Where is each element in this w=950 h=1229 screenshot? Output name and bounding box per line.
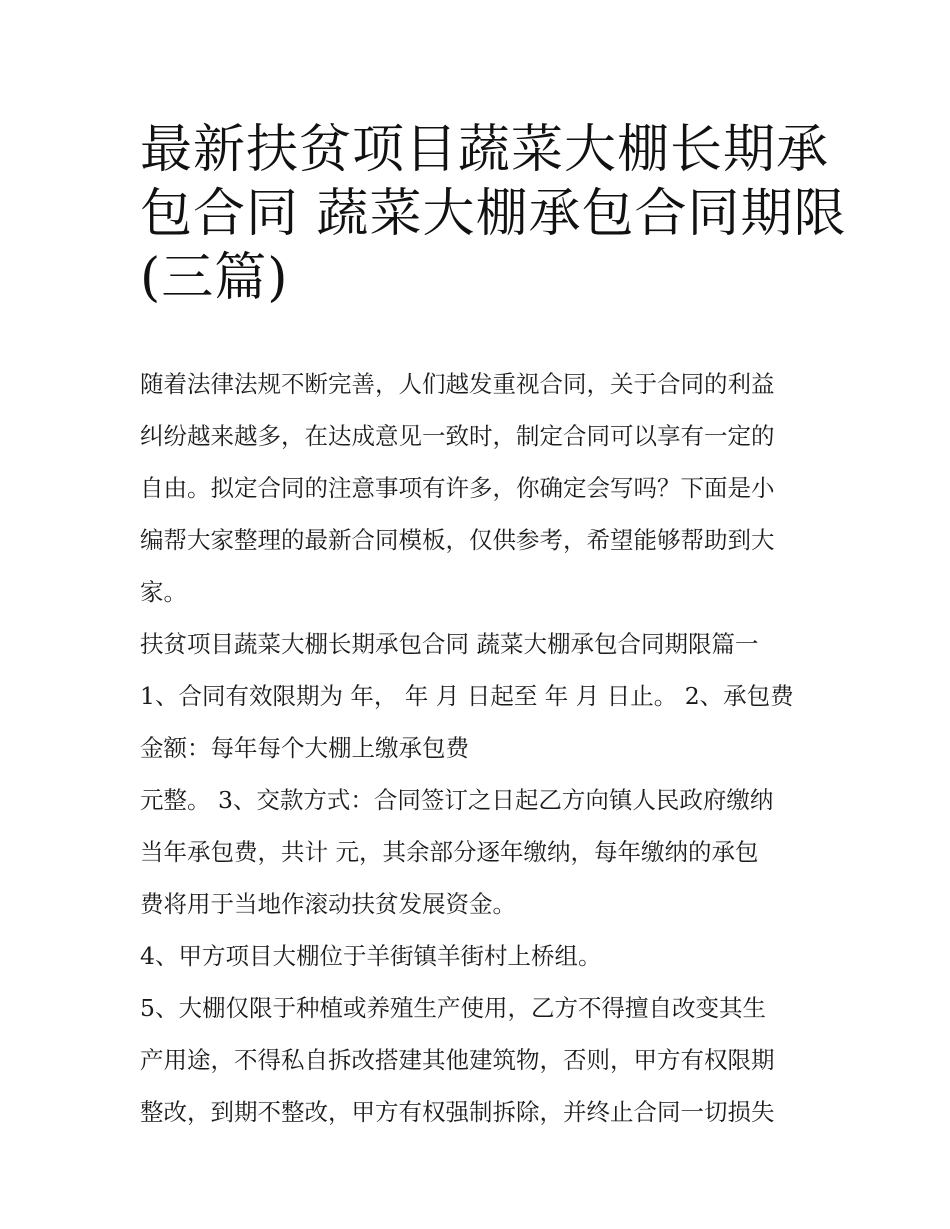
document-title <box>140 118 847 310</box>
clause-1-2 <box>140 670 820 774</box>
clause-3 <box>140 774 820 930</box>
text-line: 纠纷越来越多，在达成意见一致时，制定合同可以享有一定的 <box>140 422 775 450</box>
clause-4 <box>140 930 820 982</box>
title-line: 最新扶贫项目蔬菜大棚长期承 <box>140 120 830 180</box>
text-line: 产用途，不得私自拆改搭建其他建筑物，否则，甲方有权限期 <box>140 1046 775 1074</box>
document-body <box>140 358 820 1138</box>
text-line: 扶贫项目蔬菜大棚长期承包合同 蔬菜大棚承包合同期限篇一 <box>140 630 759 658</box>
intro-paragraph <box>140 358 820 618</box>
title-line: 包合同 蔬菜大棚承包合同期限 <box>140 184 847 244</box>
text-line: 自由。拟定合同的注意事项有许多，你确定会写吗？下面是小 <box>140 474 775 502</box>
text-line: 整改，到期不整改，甲方有权强制拆除，并终止合同一切损失 <box>140 1098 775 1126</box>
text-line: 1、合同有效限期为 年， 年 月 日起至 年 月 日止。 2、承包费 <box>140 682 794 710</box>
text-line: 金额：每年每个大棚上缴承包费 <box>140 734 469 762</box>
text-line: 编帮大家整理的最新合同模板，仅供参考，希望能够帮助到大 <box>140 526 775 554</box>
text-line: 当年承包费，共计 元，其余部分逐年缴纳，每年缴纳的承包 <box>140 838 759 866</box>
section-heading <box>140 618 820 670</box>
text-line: 4、甲方项目大棚位于羊街镇羊街村上桥组。 <box>140 942 602 970</box>
text-line: 元整。 3、交款方式：合同签订之日起乙方向镇人民政府缴纳 <box>140 786 774 814</box>
clause-5 <box>140 982 820 1138</box>
text-line: 费将用于当地作滚动扶贫发展资金。 <box>140 890 516 918</box>
title-line: (三篇) <box>140 248 289 308</box>
text-line: 5、大棚仅限于种植或养殖生产使用，乙方不得擅自改变其生 <box>140 994 766 1022</box>
text-line: 随着法律法规不断完善，人们越发重视合同，关于合同的利益 <box>140 370 775 398</box>
text-line: 家。 <box>140 578 187 606</box>
